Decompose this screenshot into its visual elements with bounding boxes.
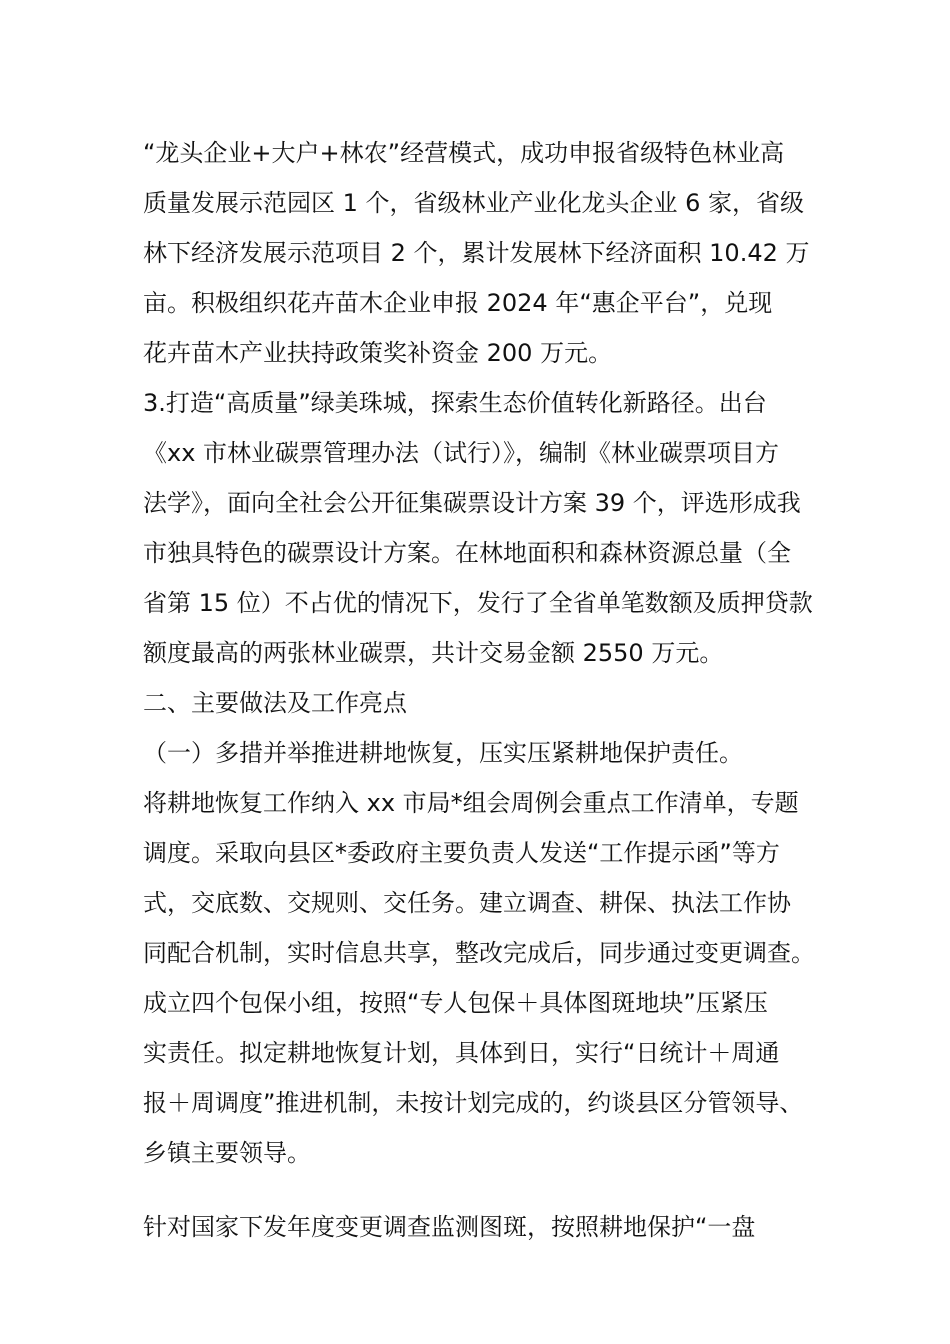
text-line: 亩。积极组织花卉苗木企业申报 2024 年“惠企平台”，兑现 xyxy=(143,289,773,317)
text-line: 额度最高的两张林业碳票，共计交易金额 2550 万元。 xyxy=(143,639,724,667)
text-line: 省第 15 位）不占优的情况下，发行了全省单笔数额及质押贷款 xyxy=(143,589,813,617)
text-line: 质量发展示范园区 1 个，省级林业产业化龙头企业 6 家，省级 xyxy=(143,189,805,217)
text-line: 林下经济发展示范项目 2 个，累计发展林下经济面积 10.42 万 xyxy=(143,239,810,267)
text-line: 成立四个包保小组，按照“专人包保＋具体图斑地块”压紧压 xyxy=(143,989,768,1017)
text-line: 将耕地恢复工作纳入 xx 市局*组会周例会重点工作清单，专题 xyxy=(143,789,799,817)
text-line: “龙头企业+大户+林农”经营模式，成功申报省级特色林业高 xyxy=(143,139,785,167)
text-line: 3.打造“高质量”绿美珠城，探索生态价值转化新路径。出台 xyxy=(143,389,767,417)
text-line: 同配合机制，实时信息共享，整改完成后，同步通过变更调查。 xyxy=(143,939,815,967)
text-line: 调度。采取向县区*委政府主要负责人发送“工作提示函”等方 xyxy=(143,839,780,867)
text-line: 实责任。拟定耕地恢复计划，具体到日，实行“日统计＋周通 xyxy=(143,1039,780,1067)
paragraph-monitoring-patches xyxy=(143,1202,815,1252)
text-line: 针对国家下发年度变更调查监测图斑，按照耕地保护“一盘 xyxy=(143,1213,756,1241)
paragraph-spacer xyxy=(143,1178,815,1202)
text-line: 法学》，面向全社会公开征集碳票设计方案 39 个，评选形成我 xyxy=(143,489,801,517)
document-page xyxy=(143,128,815,1252)
subsection-heading: （一）多措并举推进耕地恢复，压实压紧耕地保护责任。 xyxy=(143,739,743,767)
text-line: 报＋周调度”推进机制，未按计划完成的，约谈县区分管领导、 xyxy=(143,1089,804,1117)
paragraph-farmland-restoration xyxy=(143,778,815,1178)
text-line: 市独具特色的碳票设计方案。在林地面积和森林资源总量（全 xyxy=(143,539,791,567)
text-line: 花卉苗木产业扶持政策奖补资金 200 万元。 xyxy=(143,339,613,367)
text-line: 乡镇主要领导。 xyxy=(143,1139,311,1167)
paragraph-forestry-industry xyxy=(143,128,815,378)
text-line: 《xx 市林业碳票管理办法（试行）》，编制《林业碳票项目方 xyxy=(143,439,780,467)
text-line: 式，交底数、交规则、交任务。建立调查、耕保、执法工作协 xyxy=(143,889,791,917)
paragraph-carbon-ticket xyxy=(143,378,815,678)
section-heading: 二、主要做法及工作亮点 xyxy=(143,689,407,717)
